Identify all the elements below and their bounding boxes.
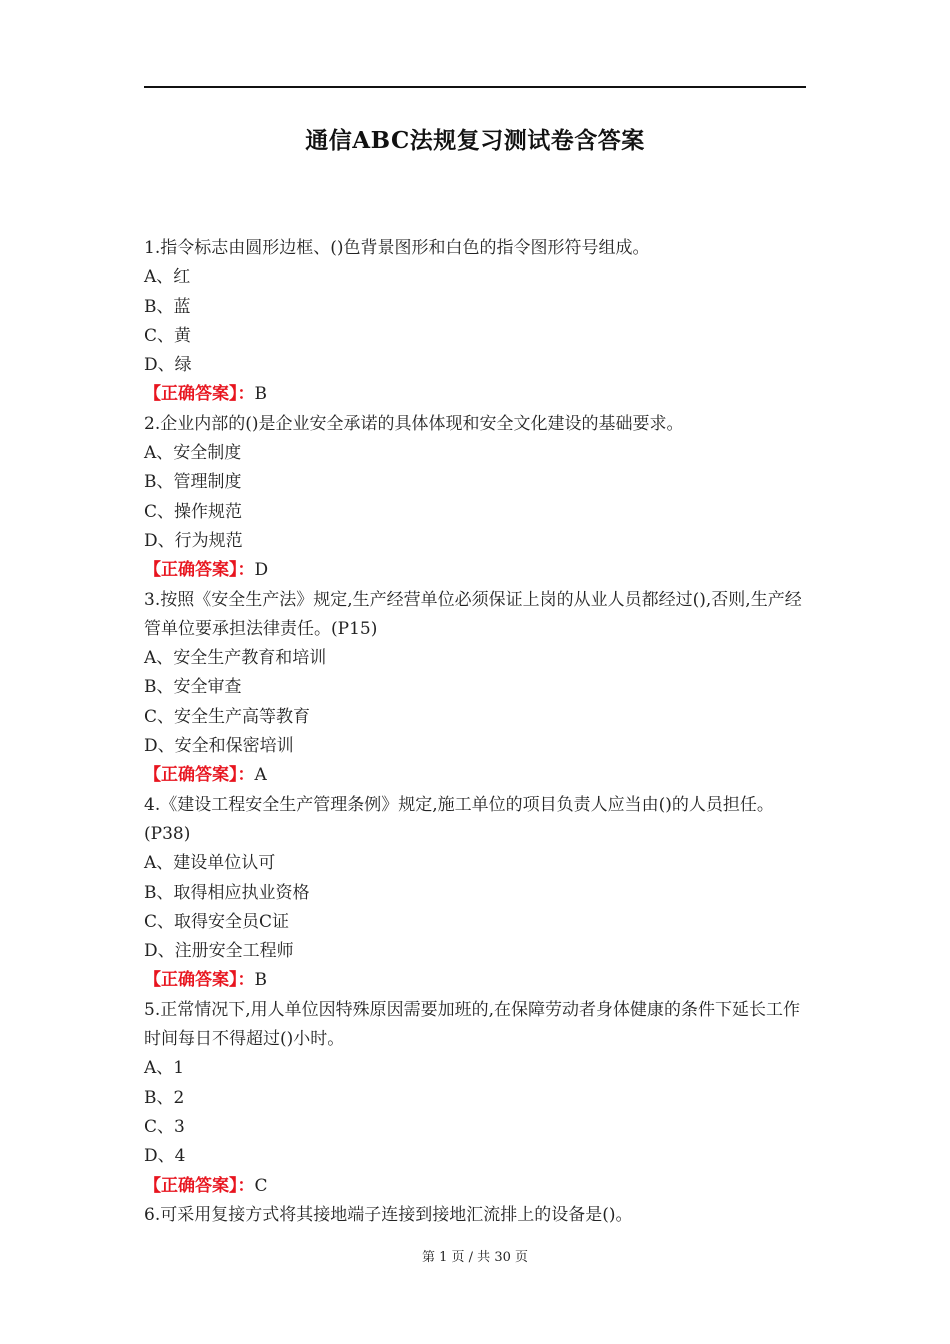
answer-value: B	[254, 970, 267, 991]
correct-answer	[144, 966, 810, 995]
question-stem: 1.指令标志由圆形边框、()色背景图形和白色的指令图形符号组成。	[144, 238, 650, 258]
option-b: B、蓝	[144, 296, 191, 317]
option-a: A、建设单位认可	[144, 853, 276, 874]
option-d: D、注册安全工程师	[144, 941, 294, 962]
option-d: D、4	[144, 1146, 186, 1167]
answer-value: A	[254, 765, 267, 786]
answer-label: 【正确答案】：	[144, 765, 255, 786]
option-a: A、红	[144, 267, 191, 288]
question-stem: 2.企业内部的()是企业安全承诺的具体体现和安全文化建设的基础要求。	[144, 413, 684, 434]
answer-value: D	[254, 560, 269, 581]
option-d: D、绿	[144, 355, 192, 376]
option-c: C、操作规范	[144, 501, 243, 522]
option-c: C、安全生产高等教育	[144, 706, 311, 727]
option-a: A、1	[144, 1058, 185, 1079]
header-rule	[144, 86, 806, 88]
option-d: D、安全和保密培训	[144, 736, 294, 757]
correct-answer	[144, 761, 810, 790]
answer-label: 【正确答案】：	[144, 384, 255, 405]
option-c: C、黄	[144, 325, 192, 346]
answer-label: 【正确答案】：	[144, 1175, 255, 1196]
option-d: D、行为规范	[144, 530, 243, 551]
answer-value: B	[254, 384, 267, 405]
option-b: B、取得相应执业资格	[144, 882, 310, 903]
correct-answer	[144, 556, 810, 585]
answer-value: C	[254, 1175, 268, 1196]
option-b: B、管理制度	[144, 472, 242, 493]
option-a: A、安全制度	[144, 443, 242, 464]
correct-answer	[144, 380, 810, 409]
question-stem: 5.正常情况下,用人单位因特殊原因需要加班的,在保障劳动者身体健康的条件下延长工作时间每日不得超过()小时。	[144, 999, 801, 1050]
correct-answer	[144, 1172, 810, 1201]
question-list	[144, 234, 810, 1230]
option-b: B、2	[144, 1087, 185, 1108]
document-title: 通信ABC法规复习测试卷含答案	[305, 127, 645, 154]
option-c: C、取得安全员C证	[144, 911, 290, 932]
option-c: C、3	[144, 1116, 185, 1137]
option-a: A、安全生产教育和培训	[144, 648, 327, 669]
option-b: B、安全审查	[144, 677, 242, 698]
question-stem: 6.可采用复接方式将其接地端子连接到接地汇流排上的设备是()。	[144, 1204, 633, 1225]
answer-label: 【正确答案】：	[144, 970, 255, 991]
answer-label: 【正确答案】：	[144, 560, 255, 581]
question-stem: 3.按照《安全生产法》规定,生产经营单位必须保证上岗的从业人员都经过(),否则,生产经管单位要承担法律责任。(P15)	[144, 589, 802, 639]
question-stem: 4.《建设工程安全生产管理条例》规定,施工单位的项目负责人应当由()的人员担任。(P38)	[144, 794, 774, 844]
page-footer: 第 1 页 / 共 30 页	[422, 1250, 528, 1265]
